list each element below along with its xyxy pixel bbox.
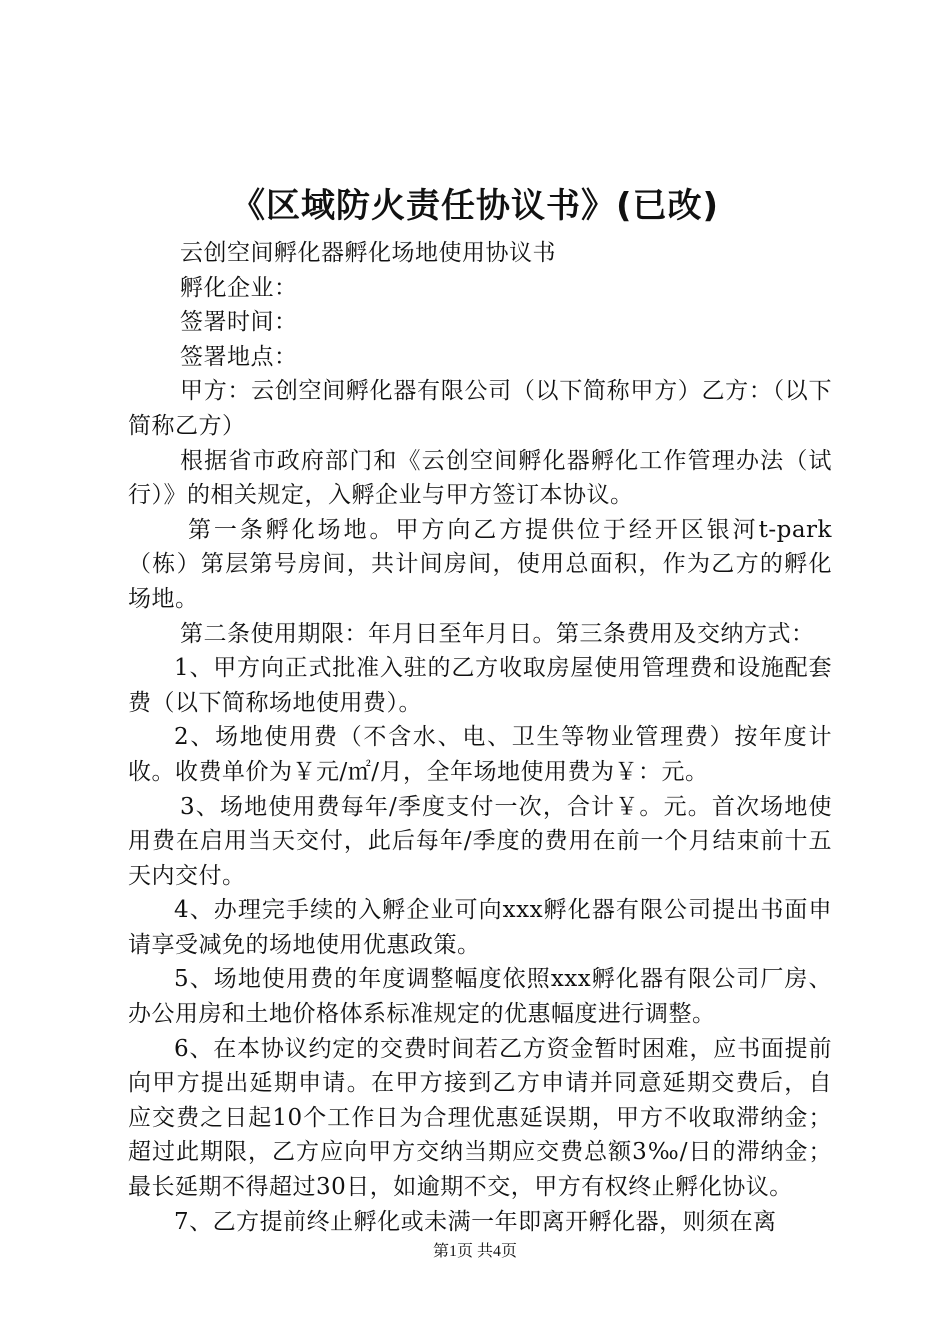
paragraph-subtitle: 云创空间孵化器孵化场地使用协议书 — [180, 240, 556, 266]
paragraph-enterprise: 孵化企业： — [180, 274, 298, 301]
paragraph-clause-4: 4、办理完手续的入孵企业可向xxx孵化器有限公司提出书面申请享受减免的场地使用优惠政策。 — [128, 897, 832, 958]
paragraph-article-2-3: 第二条使用期限：年月日至年月日。第三条费用及交纳方式： — [180, 620, 815, 647]
paragraph-sign-place: 签署地点： — [180, 343, 298, 370]
paragraph-parties: 甲方：云创空间孵化器有限公司（以下简称甲方）乙方：（以下简称乙方） — [128, 378, 832, 439]
paragraph-clause-6: 6、在本协议约定的交费时间若乙方资金暂时困难，应书面提前向甲方提出延期申请。在甲方接到乙方申请并同意延期交费后，自应交费之日起10个工作日为合理优惠延误期，甲方不收取滞纳金；超过此期限，乙方应向甲方交纳当期应交费总额3‰/日的滞纳金；最长延期不得超过30日，如逾期不交，甲方有权终止孵化协议。 — [128, 1035, 832, 1201]
paragraph-clause-3: 3、场地使用费每年/季度支付一次，合计￥。元。首次场地使用费在启用当天交付，此后每年/季度的费用在前一个月结束前十五天内交付。 — [128, 793, 832, 889]
paragraph-article-1: 第一条孵化场地。甲方向乙方提供位于经开区银河t-park（栋）第层第号房间，共计间房间，使用总面积，作为乙方的孵化场地。 — [128, 516, 832, 612]
paragraph-basis: 根据省市政府部门和《云创空间孵化器孵化工作管理办法（试行）》的相关规定，入孵企业与甲方签订本协议。 — [128, 447, 832, 509]
paragraph-clause-7: 7、乙方提前终止孵化或未满一年即离开孵化器，则须在离 — [174, 1208, 777, 1235]
paragraph-clause-5: 5、场地使用费的年度调整幅度依照xxx孵化器有限公司厂房、办公用房和土地价格体系标准规定的优惠幅度进行调整。 — [128, 966, 832, 1028]
paragraph-clause-2: 2、场地使用费（不含水、电、卫生等物业管理费）按年度计收。收费单价为￥元/㎡/月，全年场地使用费为￥：元。 — [128, 724, 832, 785]
page-number: 第1页 共4页 — [432, 1243, 517, 1260]
document-title: 《区域防火责任协议书》(已改) — [230, 186, 720, 226]
document-body — [128, 236, 832, 1239]
paragraph-clause-1: 1、甲方向正式批准入驻的乙方收取房屋使用管理费和设施配套费（以下简称场地使用费）。 — [128, 655, 832, 716]
paragraph-sign-time: 签署时间： — [180, 309, 298, 336]
